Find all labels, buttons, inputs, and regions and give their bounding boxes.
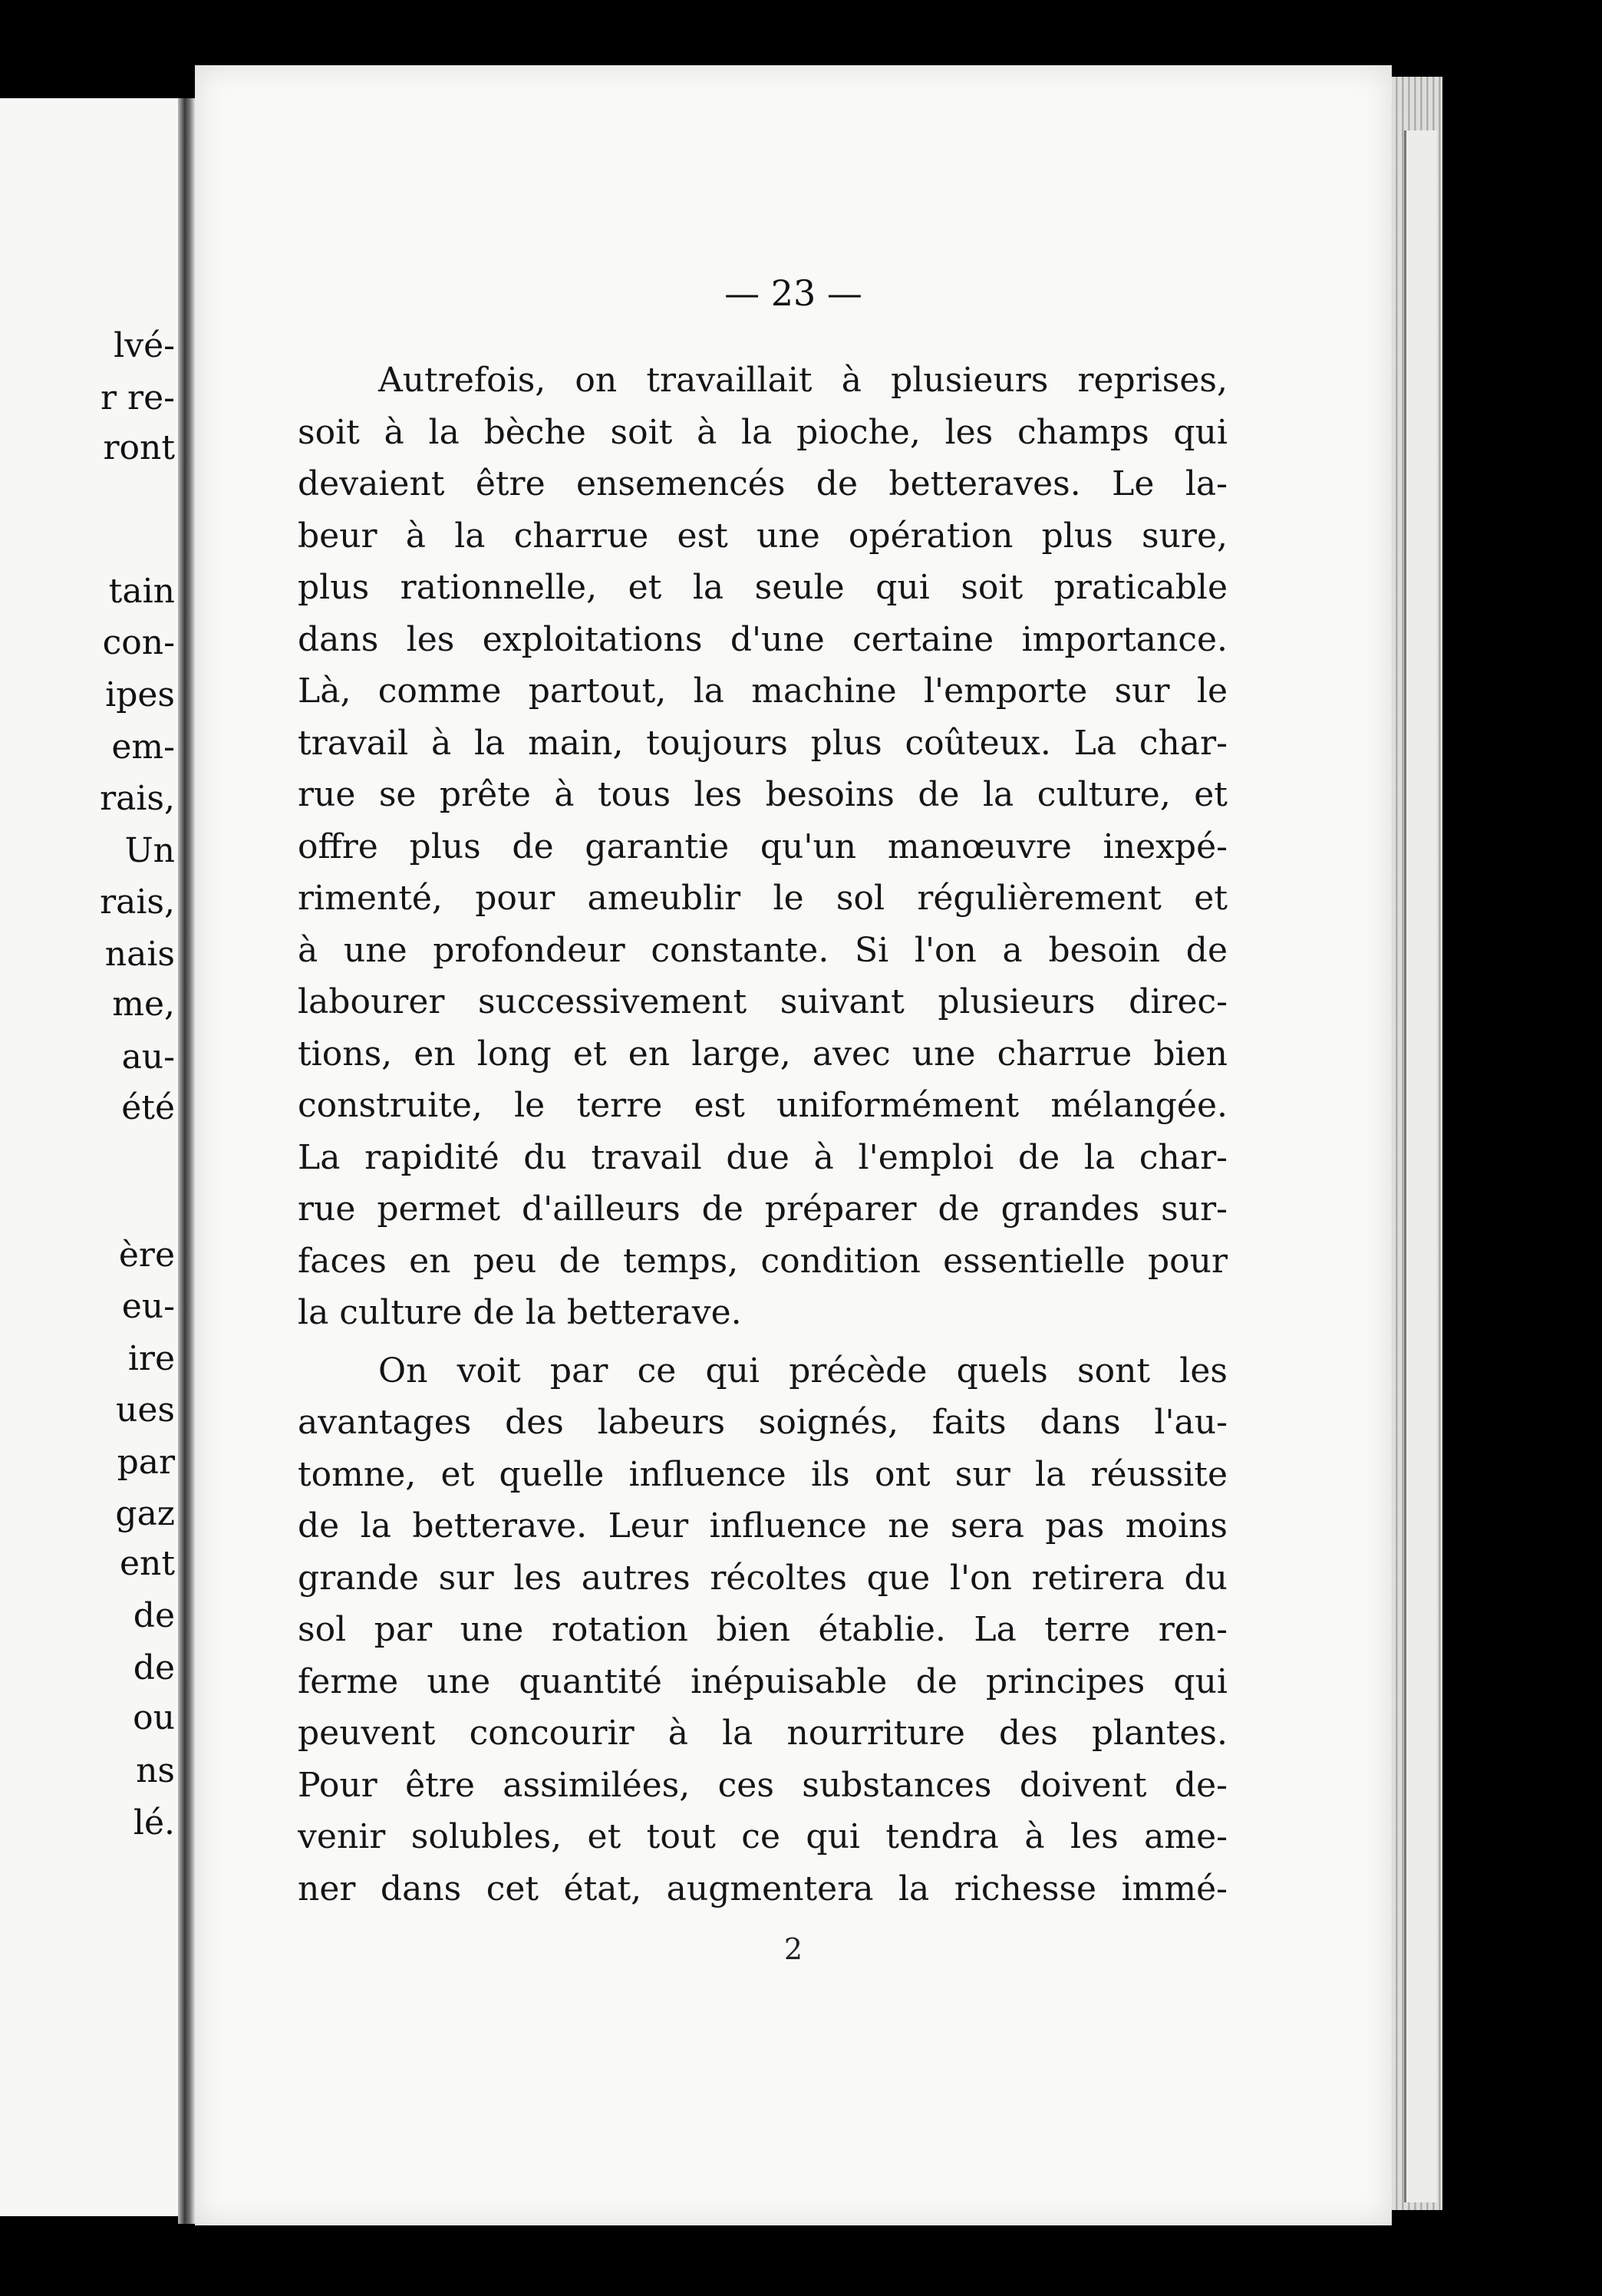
page-edge-outer — [1404, 130, 1437, 2202]
previous-page-line-fragment: rais, — [100, 882, 175, 922]
previous-page-line-fragment: ipes — [105, 675, 175, 714]
page-body-text — [298, 355, 1228, 1915]
text-line: rue permet d'ailleurs de préparer de grandes sur- — [298, 1189, 1228, 1229]
previous-page-line-fragment: par — [117, 1443, 175, 1482]
previous-page-line-fragment: ère — [118, 1235, 175, 1275]
text-line: beur à la charrue est une opération plus sure, — [298, 516, 1228, 556]
text-line: tions, en long et en large, avec une charrue bien — [298, 1034, 1228, 1074]
text-line: On voit par ce qui précède quels sont les — [378, 1351, 1228, 1390]
previous-page-line-fragment: con- — [102, 623, 175, 662]
previous-page-line-fragment: de — [133, 1596, 175, 1635]
text-line: Là, comme partout, la machine l'emporte sur le — [298, 671, 1228, 711]
paragraph-gap — [298, 1339, 1228, 1345]
text-line: rimenté, pour ameublir le sol régulièrement et — [298, 879, 1228, 918]
text-line: sol par une rotation bien établie. La terre ren- — [298, 1610, 1228, 1649]
previous-page-line-fragment: ront — [103, 428, 175, 467]
text-line: ferme une quantité inépuisable de principes qui — [298, 1661, 1228, 1701]
previous-page-line-fragment: eu- — [121, 1287, 175, 1326]
text-line: Autrefois, on travaillait à plusieurs reprises, — [378, 361, 1228, 400]
text-line: La rapidité du travail due à l'emploi de la char- — [298, 1137, 1228, 1177]
book-gutter — [178, 98, 195, 2224]
previous-page-line-fragment: ire — [127, 1339, 175, 1378]
previous-page-line-fragment: Un — [124, 831, 175, 870]
previous-page-line-fragment: me, — [112, 985, 175, 1024]
previous-page-line-fragment: de — [133, 1648, 175, 1687]
text-line: devaient être ensemencés de betteraves. Le la- — [298, 464, 1228, 503]
text-line: offre plus de garantie qu'un manœuvre inexpé- — [298, 826, 1228, 866]
previous-page-line-fragment: ns — [136, 1751, 175, 1790]
previous-page-line-fragment: lvé- — [114, 326, 175, 365]
text-line: construite, le terre est uniformément mélangée. — [298, 1086, 1228, 1125]
text-line: tomne, et quelle influence ils ont sur la réussite — [298, 1454, 1228, 1494]
text-line: grande sur les autres récoltes que l'on retirera du — [298, 1558, 1228, 1598]
previous-page-line-fragment: em- — [111, 727, 175, 767]
text-line: plus rationnelle, et la seule qui soit praticable — [298, 568, 1228, 607]
previous-page-line-fragment: lé. — [133, 1803, 175, 1842]
text-line: travail à la main, toujours plus coûteux. La char- — [298, 723, 1228, 763]
signature-mark: 2 — [783, 1932, 803, 1966]
previous-page-line-fragment: au- — [121, 1037, 175, 1077]
previous-page-line-fragment: rais, — [100, 779, 175, 818]
previous-page-line-fragment: tain — [108, 572, 175, 611]
text-line: peuvent concourir à la nourriture des plantes. — [298, 1714, 1228, 1753]
text-line: faces en peu de temps, condition essentielle pour — [298, 1241, 1228, 1281]
previous-page-line-fragment: r re- — [101, 378, 175, 417]
previous-page-line-fragment: nais — [104, 935, 175, 974]
previous-page-line-fragment: gaz — [115, 1494, 175, 1533]
text-line: labourer successivement suivant plusieurs direc- — [298, 982, 1228, 1021]
previous-page-fragment — [0, 98, 183, 2216]
text-line: avantages des labeurs soignés, faits dans l'au- — [298, 1403, 1228, 1442]
previous-page-line-fragment: ues — [116, 1390, 175, 1430]
text-line: rue se prête à tous les besoins de la culture, et — [298, 775, 1228, 814]
text-line: la culture de la betterave. — [298, 1293, 742, 1332]
text-line: Pour être assimilées, ces substances doivent de- — [298, 1765, 1228, 1805]
previous-page-line-fragment: ou — [133, 1698, 175, 1737]
text-line: à une profondeur constante. Si l'on a besoin de — [298, 930, 1228, 970]
text-line: de la betterave. Leur influence ne sera pas moins — [298, 1506, 1228, 1546]
text-line: soit à la bèche soit à la pioche, les champs qui — [298, 412, 1228, 452]
previous-page-line-fragment: ent — [119, 1544, 175, 1583]
text-line: dans les exploitations d'une certaine importance. — [298, 619, 1228, 659]
text-line: venir solubles, et tout ce qui tendra à les ame- — [298, 1817, 1228, 1856]
page-number: — 23 — — [724, 272, 862, 314]
previous-page-line-fragment: été — [121, 1088, 175, 1127]
text-line: ner dans cet état, augmentera la richesse immé- — [298, 1869, 1228, 1908]
